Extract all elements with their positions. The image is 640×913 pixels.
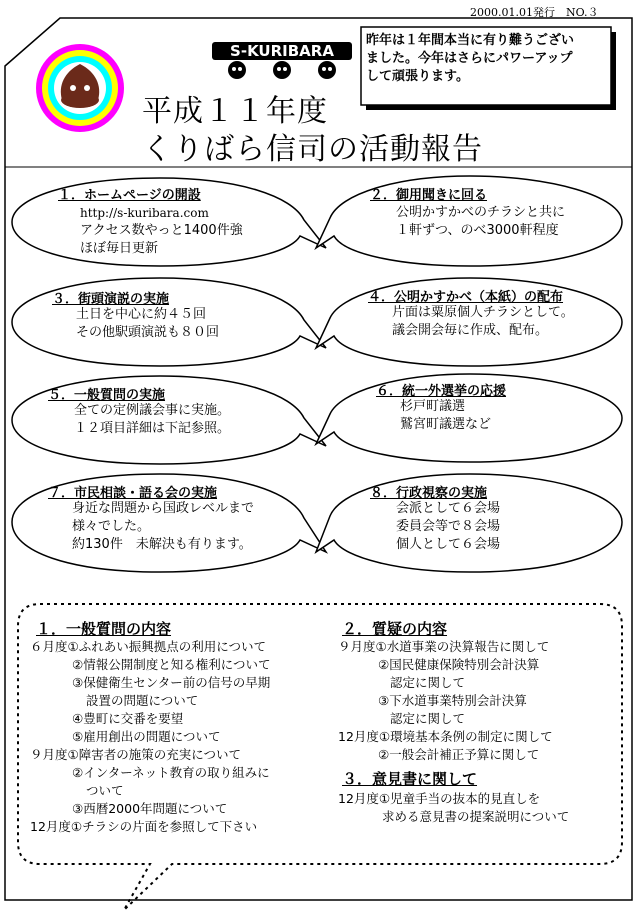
bubble-8-line: 個人として６会場 — [396, 537, 501, 552]
question-line: ②インターネット教育の取り組みに — [72, 765, 270, 780]
bubble-6-line: 鷲宮町議選など — [400, 417, 492, 432]
bubble-4-title: ４．公明かすかべ（本紙）の配布 — [368, 290, 564, 305]
inquiry-line: 認定に関して — [390, 675, 466, 690]
note-line: ました。今年はさらにパワーアップ — [366, 51, 573, 66]
inquiry-line: ９月度①水道事業の決算報告に関して — [338, 639, 550, 654]
bubble-8-title: ８．行政視察の実施 — [370, 486, 488, 501]
bubble-3-line: その他駅頭演説も８０回 — [76, 325, 220, 340]
question-line: ６月度①ふれあい振興拠点の利用について — [30, 639, 266, 654]
bubble-8-line: 委員会等で８会場 — [396, 519, 501, 534]
inquiry-line: ③下水道事業特別会計決算 — [378, 693, 527, 708]
inquiry-line: 認定に関して — [390, 711, 466, 726]
question-line: ９月度①障害者の施策の充実について — [30, 747, 241, 762]
inquiry-title: ２．質疑の内容 — [342, 620, 448, 638]
question-line: ②情報公開制度と知る権利について — [72, 657, 271, 672]
bubble-2-line: １軒ずつ、のべ3000軒程度 — [396, 223, 559, 238]
bubble-1-line: アクセス数やっと1400件強 — [80, 223, 243, 238]
bubble-1-line: ほぼ毎日更新 — [80, 241, 159, 256]
question-line: ⑤雇用創出の問題について — [72, 729, 221, 744]
question-line: ③保健衛生センター前の信号の早期 — [72, 675, 271, 690]
bubble-2-line: 公明かすかべのチラシと共に — [396, 205, 566, 220]
question-line: ついて — [86, 783, 124, 798]
bubble-5-title: ５．一般質問の実施 — [48, 388, 166, 403]
inquiry-line: ②一般会計補正予算に関して — [378, 747, 540, 762]
question-line: 設置の問題について — [86, 693, 199, 708]
question-line: ④豊町に交番を要望 — [72, 711, 184, 726]
opinion-line: 求める意見書の提案説明について — [382, 809, 570, 824]
bubble-5-line: 全ての定例議会事に実施。 — [74, 403, 231, 418]
opinion-title: ３．意見書に関して — [342, 770, 478, 788]
bubble-3-title: ３．街頭演説の実施 — [52, 292, 170, 307]
bubble-6-title: ６．統一外選挙の応援 — [376, 384, 507, 399]
question-line: ③西暦2000年問題について — [72, 801, 228, 816]
inquiry-line: 12月度①環境基本条例の制定に関して — [338, 729, 553, 744]
page-title-line2: くりばら信司の活動報告 — [142, 132, 483, 167]
bubble-7-title: ７．市民相談・語る会の実施 — [48, 486, 218, 501]
bubble-3-line: 土日を中心に約４５回 — [76, 307, 207, 322]
issue-date: 2000.01.01発行 NO.３ — [470, 6, 599, 19]
bubble-1-line: http://s-kuribara.com — [80, 206, 209, 220]
logo-text: S-KURIBARA — [230, 42, 334, 60]
general-questions-title: １．一般質問の内容 — [36, 620, 172, 638]
question-line: 12月度①チラシの片面を参照して下さい — [30, 819, 258, 834]
bubble-6-line: 杉戸町議選 — [400, 399, 466, 414]
inquiry-line: ②国民健康保険特別会計決算 — [378, 657, 540, 672]
bubble-7-line: 約130件 未解決も有ります。 — [72, 537, 252, 552]
bubble-1-title: １．ホームページの開設 — [58, 188, 201, 203]
bubble-4-line: 片面は粟原個人チラシとして。 — [392, 305, 574, 320]
bubble-4-line: 議会開会毎に作成、配布。 — [392, 323, 549, 338]
note-line: して頑張ります。 — [366, 69, 469, 84]
bubble-5-line: １２項目詳細は下記参照。 — [74, 421, 231, 436]
note-line: 昨年は１年間本当に有り難うござい — [366, 33, 575, 48]
bubble-7-line: 身近な問題から国政レベルまで — [72, 501, 255, 516]
page-title-line1: 平成１１年度 — [142, 94, 328, 129]
opinion-line: 12月度①児童手当の抜本的見直しを — [338, 791, 541, 806]
bubble-2-title: ２．御用聞きに回る — [370, 188, 488, 203]
bubble-7-line: 様々でした。 — [72, 519, 151, 534]
bubble-8-line: 会派として６会場 — [396, 501, 501, 516]
